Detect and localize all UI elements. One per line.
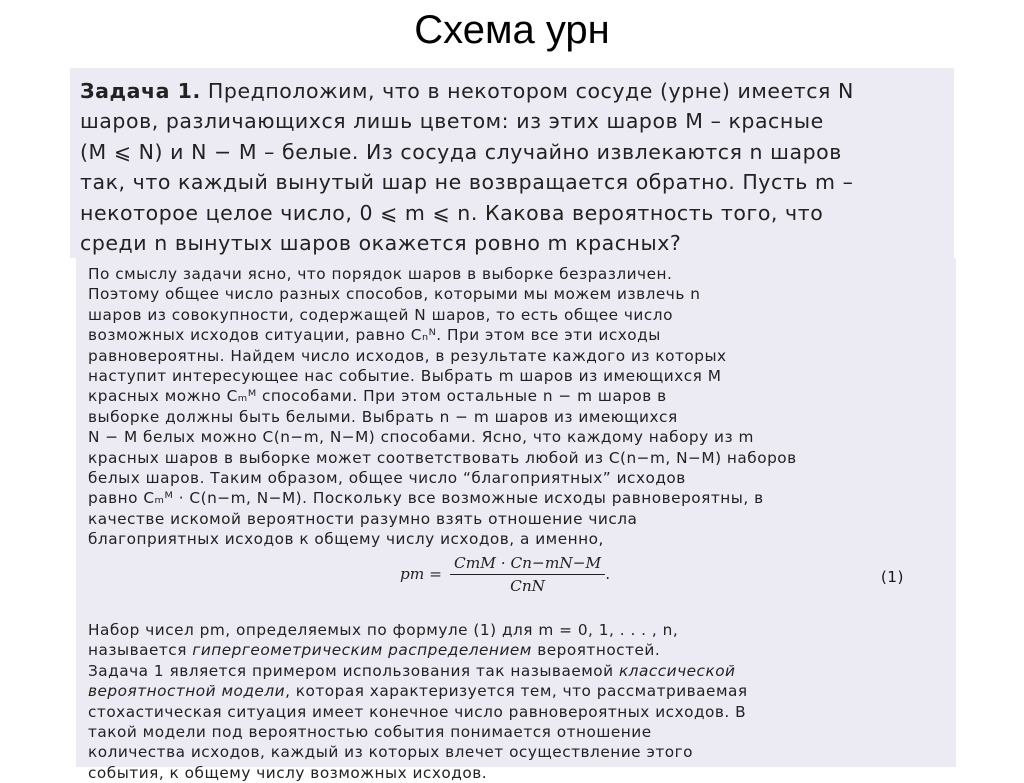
notes-line-5: стохастическая ситуация имеет конечное число равновероятных исходов. В [88, 702, 747, 721]
problem-line-1: Задача 1. Предположим, что в некотором сосуде (урне) имеется N [80, 79, 854, 103]
solution-line-8: выборке должны быть белыми. Выбрать n − m шаров из имеющихся [88, 407, 678, 426]
solution-line-14: благоприятных исходов к общему числу исходов, а именно, [88, 530, 604, 549]
solution-line-10: красных шаров в выборке может соответствовать любой из C(n−m, N−M) наборов [88, 448, 797, 467]
term-hypergeometric: гипергеометрическим распределением [192, 641, 532, 660]
slide-title: Схема урн [414, 8, 610, 52]
solution-line-9: N − M белых можно C(n−m, N−M) способами. Ясно, что каждому набору из m [88, 428, 754, 447]
solution-line-6: наступит интересующее нас событие. Выбрать m шаров из имеющихся M [88, 367, 722, 386]
formula-fraction [450, 554, 605, 595]
solution-line-4: возможных исходов ситуации, равно Cₙᴺ. При этом все эти исходы [88, 326, 661, 345]
solution-line-2: Поэтому общее число разных способов, которыми мы можем извлечь n [88, 285, 701, 304]
notes-line-3: Задача 1 является примером использования так называемой классической [88, 661, 736, 680]
solution-line-7: красных можно Cₘᴹ способами. При этом остальные n − m шаров в [88, 387, 667, 406]
notes-line-7: количества исходов, каждый из которых влечет осуществление этого [88, 743, 694, 762]
formula-lhs: pm = [400, 565, 442, 584]
equation-number: (1) [880, 567, 904, 586]
formula-row [88, 554, 944, 606]
solution-line-12: равно Cₘᴹ · C(n−m, N−M). Поскольку все возможные исходы равновероятны, в [88, 489, 764, 508]
solution-line-1: По смыслу задачи ясно, что порядок шаров в выборке безразличен. [88, 265, 673, 283]
problem-line-5: некоторое целое число, 0 ⩽ m ⩽ n. Какова вероятность того, что [80, 200, 824, 225]
problem-line-4: так, что каждый вынутый шар не возвращается обратно. Пусть m – [80, 170, 854, 195]
notes-panel [76, 618, 956, 782]
notes-line-6: такой модели под вероятностью события понимается отношение [88, 723, 652, 742]
solution-line-11: белых шаров. Таким образом, общее число “благоприятных” исходов [88, 469, 686, 488]
problem-line-6: среди n вынутых шаров окажется ровно m красных? [80, 231, 682, 256]
problem-label: Задача 1. [80, 79, 201, 103]
notes-line-8: события, к общему числу возможных исходов. [88, 763, 488, 782]
formula-numerator: CmM · Cn−mN−M [450, 554, 605, 575]
notes-line-2: называется гипергеометрическим распределением вероятностей. [88, 641, 661, 660]
hypergeometric-formula [400, 554, 610, 595]
formula-denominator: CnN [510, 576, 546, 595]
term-classical: классической [618, 661, 736, 680]
notes-line-4: вероятностной модели, которая характеризуется тем, что рассматриваемая [88, 682, 748, 701]
problem-line-2: шаров, различающихся лишь цветом: из этих шаров M – красные [80, 109, 824, 134]
solution-panel [76, 258, 956, 618]
formula-tail: . [605, 565, 611, 584]
solution-line-3: шаров из совокупности, содержащей N шаров, то есть общее число [88, 305, 673, 324]
notes-line-1: Набор чисел pm, определяемых по формуле (1) для m = 0, 1, . . . , n, [88, 621, 679, 639]
problem-line-3: (M ⩽ N) и N − M – белые. Из сосуда случайно извлекаются n шаров [80, 139, 842, 164]
term-probabilistic-model: вероятностной модели [88, 682, 286, 701]
solution-line-13: качестве искомой вероятности разумно взять отношение числа [88, 509, 638, 528]
problem-panel [70, 68, 954, 258]
solution-line-5: равновероятны. Найдем число исходов, в результате каждого из которых [88, 346, 727, 365]
